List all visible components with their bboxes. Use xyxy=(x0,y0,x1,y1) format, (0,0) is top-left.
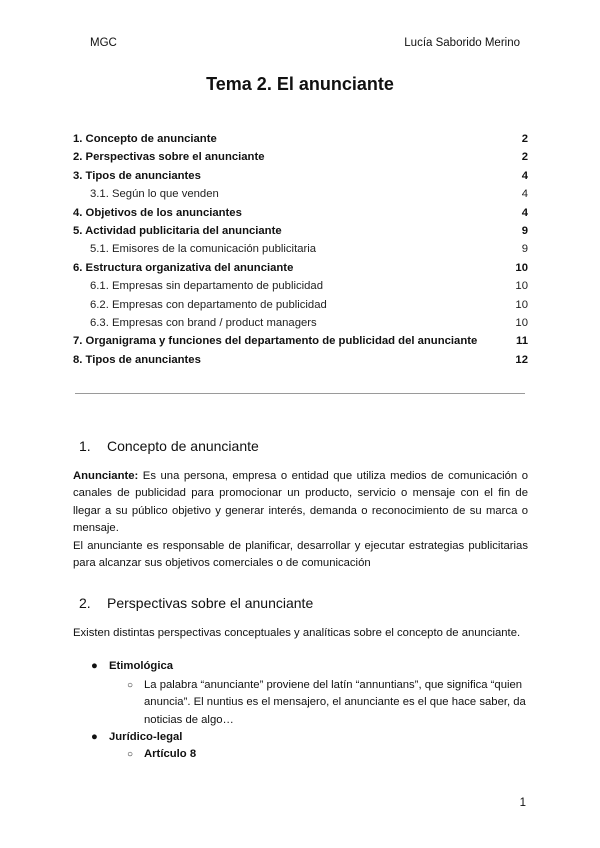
sub-bullet-circle-icon: ○ xyxy=(127,680,134,691)
toc-entry-page: 10 xyxy=(515,280,528,293)
page-title: Tema 2. El anunciante xyxy=(206,74,394,94)
toc-entry-label: 1. Concepto de anunciante xyxy=(73,133,217,145)
toc-entry-label: 5. Actividad publicitaria del anunciante xyxy=(73,224,282,237)
section-1-paragraph: El anunciante es responsable de planificar, desarrollar y ejecutar estrategias publicitarias para alcanzar sus objetivos comerciales o de comunicación xyxy=(73,540,528,570)
toc-entry[interactable] xyxy=(73,185,528,203)
toc-entry-label: 6. Estructura organizativa del anunciante xyxy=(73,261,294,274)
sub-bullet-text: La palabra “anunciante” proviene del latín “annuntians”, que significa “quien anuncia”. El nuntius es el mensajero, el anunciante es el que hace saber, da noticias de algo… xyxy=(144,679,526,726)
toc-entry-label: 3.1. Según lo que venden xyxy=(90,188,219,201)
toc-entry[interactable] xyxy=(73,351,528,369)
sub-bullet-text: Artículo 8 xyxy=(144,748,197,760)
bullet-item xyxy=(91,658,174,675)
toc-entry-page: 12 xyxy=(515,353,528,366)
toc-entry-label: 6.2. Empresas con departamento de publicidad xyxy=(90,298,327,311)
toc-entry-page: 10 xyxy=(515,316,528,329)
toc-entry-page: 9 xyxy=(521,224,528,237)
toc-entry-page: 10 xyxy=(515,261,528,274)
toc-entry-page: 4 xyxy=(521,188,528,201)
section-2-title: Perspectivas sobre el anunciante xyxy=(107,595,314,611)
section-2-number: 2. xyxy=(79,595,91,611)
bullet-item xyxy=(91,729,183,746)
toc-entry[interactable] xyxy=(73,296,528,314)
header-right: Lucía Saborido Merino xyxy=(404,37,520,49)
toc-entry-page: 4 xyxy=(521,206,528,219)
toc-entry-page: 2 xyxy=(521,151,528,164)
section-1-heading xyxy=(73,438,259,454)
bullet-dot-icon: ● xyxy=(91,731,98,743)
toc-entry-label: 8. Tipos de anunciantes xyxy=(73,353,201,366)
toc-entry-page: 4 xyxy=(521,169,528,182)
toc-entry[interactable] xyxy=(73,259,528,277)
header-left: MGC xyxy=(90,37,117,49)
definition-term: Anunciante: xyxy=(73,470,139,482)
toc-entry-label: 7. Organigrama y funciones del departamento de publicidad del anunciante xyxy=(73,335,478,348)
toc-entry[interactable] xyxy=(73,240,528,258)
section-1-title: Concepto de anunciante xyxy=(107,438,259,454)
toc-entry[interactable] xyxy=(73,167,528,185)
toc-entry[interactable] xyxy=(73,204,528,222)
section-1-definition xyxy=(73,468,528,538)
bullet-label: Jurídico-legal xyxy=(109,731,183,743)
toc-entry-page: 10 xyxy=(515,298,528,311)
section-1-number: 1. xyxy=(79,438,91,454)
bullet-dot-icon: ● xyxy=(91,660,98,672)
toc-entry-label: 3. Tipos de anunciantes xyxy=(73,169,201,182)
section-2-heading xyxy=(73,595,313,611)
sub-bullet-item xyxy=(127,746,528,763)
definition-text: Es una persona, empresa o entidad que utiliza medios de comunicación o canales de publicidad para promocionar un producto, servicio o mensaje con el fin de llegar a su público objetivo y generar interés, demanda o reconocimiento de su marca o mensaje. xyxy=(73,470,528,535)
toc-entry-label: 6.1. Empresas sin departamento de publicidad xyxy=(90,280,323,293)
divider xyxy=(75,393,525,394)
table-of-contents xyxy=(73,130,528,369)
toc-entry-label: 5.1. Emisores de la comunicación publicitaria xyxy=(90,243,317,256)
page-number: 1 xyxy=(519,797,526,809)
section-2-intro: Existen distintas perspectivas conceptuales y analíticas sobre el concepto de anunciante. xyxy=(73,627,521,639)
toc-entry-page: 9 xyxy=(521,243,528,256)
toc-entry[interactable] xyxy=(73,130,528,148)
bullet-label: Etimológica xyxy=(109,660,174,672)
sub-bullet-item xyxy=(127,677,528,729)
toc-entry-label: 2. Perspectivas sobre el anunciante xyxy=(73,151,265,164)
toc-entry-label: 4. Objetivos de los anunciantes xyxy=(73,206,242,219)
toc-entry[interactable] xyxy=(73,332,528,350)
toc-entry-label: 6.3. Empresas con brand / product managers xyxy=(90,316,317,329)
toc-entry-page: 2 xyxy=(521,133,528,145)
toc-entry[interactable] xyxy=(73,314,528,332)
toc-entry[interactable] xyxy=(73,277,528,295)
toc-entry-page: 11 xyxy=(516,335,528,348)
toc-entry[interactable] xyxy=(73,148,528,166)
sub-bullet-circle-icon: ○ xyxy=(127,749,134,760)
toc-entry[interactable] xyxy=(73,222,528,240)
